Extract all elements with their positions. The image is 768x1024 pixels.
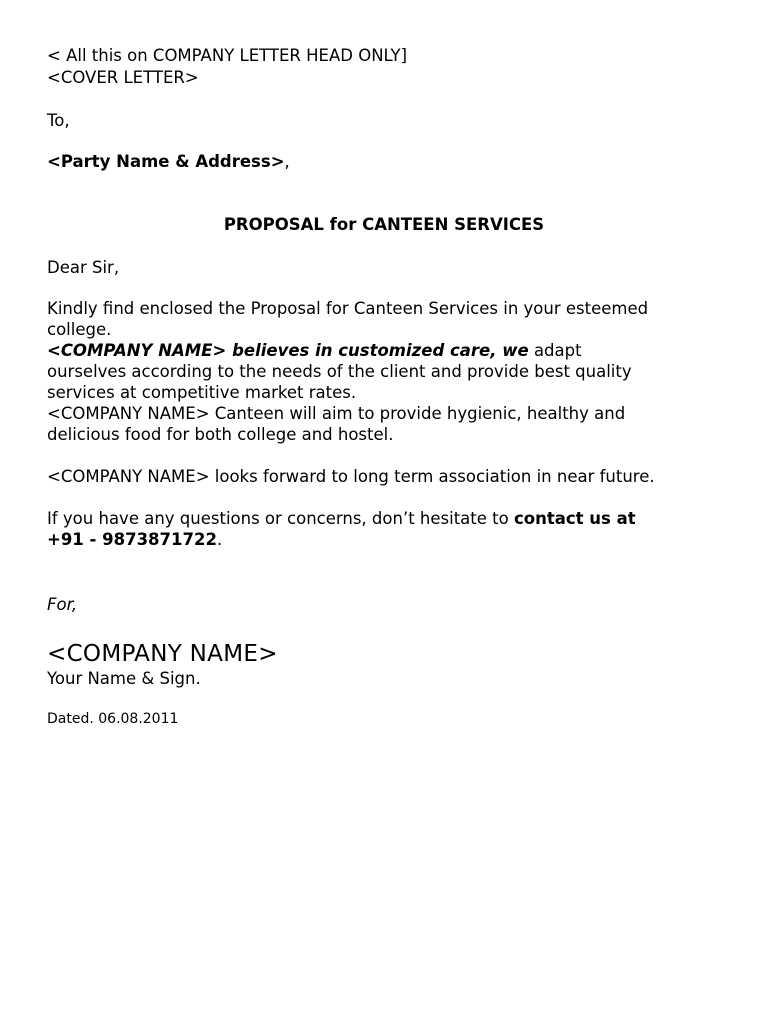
closing-signature: Your Name & Sign. (47, 669, 201, 688)
body-line: college. (47, 320, 112, 339)
body-line: services at competitive market rates. (47, 383, 357, 402)
salutation: Dear Sir, (47, 258, 120, 277)
document-type: <COVER LETTER> (47, 68, 199, 87)
body-line: Kindly find enclosed the Proposal for Canteen Services in your esteemed (47, 299, 649, 318)
body-text: . (216, 530, 223, 549)
letterhead-note: < All this on COMPANY LETTER HEAD ONLY] (47, 46, 408, 65)
body-line: <COMPANY NAME> looks forward to long term association in near future. (47, 467, 655, 486)
closing-date: Dated. 06.08.2011 (47, 711, 179, 727)
body-line: ourselves according to the needs of the client and provide best quality (47, 362, 632, 381)
party-suffix: , (284, 152, 290, 171)
contact-label: contact us at (513, 509, 636, 528)
body-line: delicious food for both college and hostel. (47, 425, 394, 444)
closing-company-name: <COMPANY NAME> (47, 641, 278, 667)
body-line (47, 529, 222, 550)
body-line: <COMPANY NAME> Canteen will aim to provide hygienic, healthy and (47, 404, 626, 423)
recipient-party (47, 151, 290, 172)
body-line (47, 508, 636, 529)
body-line (47, 340, 582, 361)
party-name: <Party Name & Address> (47, 152, 285, 171)
company-statement: <COMPANY NAME> believes in customized care, we (47, 341, 529, 360)
subject-heading: PROPOSAL for CANTEEN SERVICES (223, 215, 545, 234)
body-text: If you have any questions or concerns, don’t hesitate to (47, 509, 514, 528)
body-text: adapt (528, 341, 582, 360)
contact-phone: +91 - 9873871722 (47, 530, 217, 549)
closing-for: For, (47, 595, 78, 614)
recipient-to: To, (47, 111, 70, 130)
